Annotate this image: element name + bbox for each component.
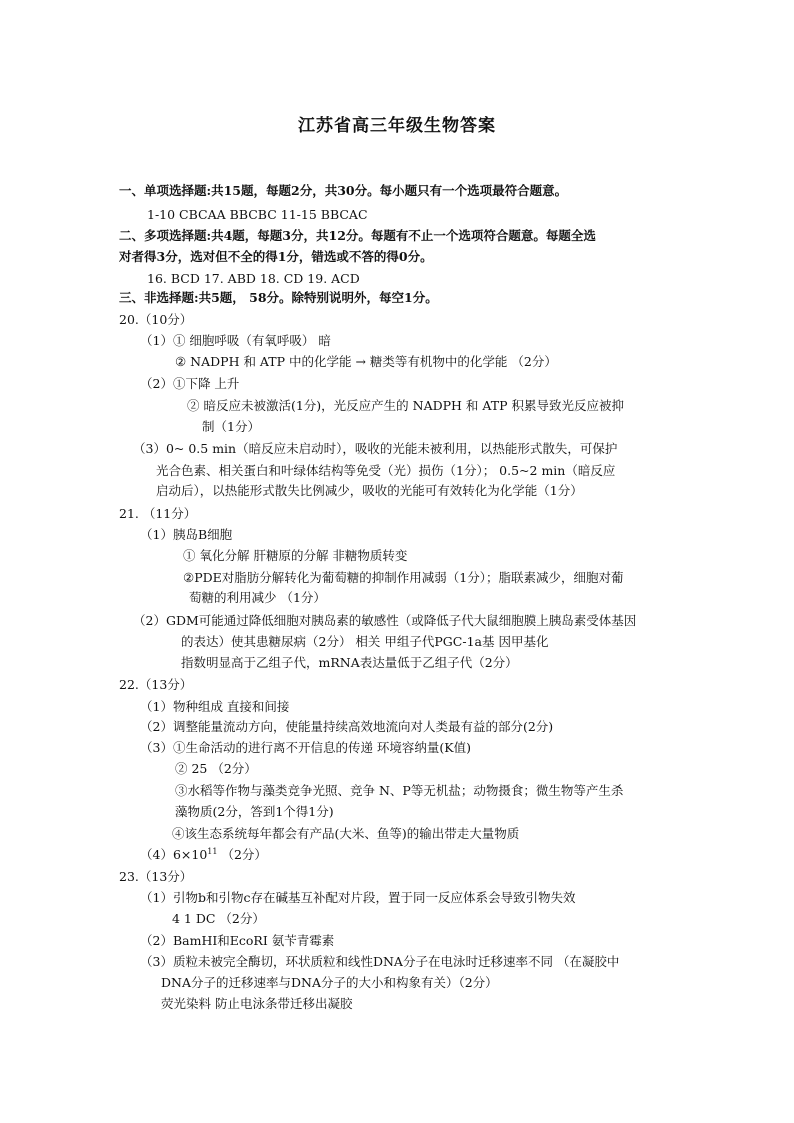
q22-exponent-tail: （2分） xyxy=(217,847,267,862)
q20-line: （1）① 细胞呼吸（有氧呼吸） 暗 xyxy=(140,333,331,348)
section-2-header-line-1: 二、多项选择题:共4题，每题3分，共12分。每题有不止一个选项符合题意。每题全选 xyxy=(119,228,596,243)
section-1-answers: 1-10 CBCAA BBCBC 11-15 BBCAC xyxy=(147,207,368,222)
q22-line: ③水稻等作物与藻类竞争光照、竞争 N、P等无机盐；动物摄食；微生物等产生杀 xyxy=(175,783,624,798)
q21-line: ②PDE对脂肪分解转化为葡萄糖的抑制作用减弱（1分）；脂联素减少，细胞对葡 xyxy=(183,570,624,585)
q20-line: ② 暗反应未被激活(1分)，光反应产生的 NADPH 和 ATP 积累导致光反应被抑 xyxy=(187,398,624,413)
q23-heading: 23.（13分） xyxy=(119,869,193,884)
q23-line: （3）质粒未被完全酶切，环状质粒和线性DNA分子在电泳时迁移速率不同 （在凝胶中 xyxy=(140,954,620,969)
q23-line: （2）BamHⅠ和EcoRⅠ 氨苄青霉素 xyxy=(140,933,335,948)
q22-line: ④该生态系统每年都会有产品(大米、鱼等)的输出带走大量物质 xyxy=(172,826,520,841)
q21-heading: 21. （11分） xyxy=(119,506,197,521)
q20-line: ② NADPH 和 ATP 中的化学能 → 糖类等有机物中的化学能 （2分） xyxy=(175,354,557,369)
q20-line: 启动后），以热能形式散失比例减少，吸收的光能可有效转化为化学能（1分） xyxy=(156,483,583,498)
q23-line: 4 1 DC （2分） xyxy=(172,911,265,926)
q21-line: 的表达）使其患糖尿病（2分） 相关 甲组子代PGC-1a基 因甲基化 xyxy=(181,634,549,649)
q22-line: ② 25 （2分） xyxy=(175,761,257,776)
q22-line: 藻物质(2分，答到1个得1分) xyxy=(175,804,334,819)
section-3-header: 三、非选择题:共5题， 58分。除特别说明外，每空1分。 xyxy=(119,290,438,305)
q20-line: 光合色素、相关蛋白和叶绿体结构等免受（光）损伤（1分）； 0.5~2 min（暗反应 xyxy=(156,463,616,478)
q20-line: 制（1分） xyxy=(202,419,260,434)
q23-line: 荧光染料 防止电泳条带迁移出凝胶 xyxy=(161,996,353,1011)
q22-exponent-base: （4）6×10 xyxy=(140,847,208,862)
q21-line: （1）胰岛B细胞 xyxy=(140,527,233,542)
section-2-header-line-2: 对者得3分，选对但不全的得1分，错选或不答的得0分。 xyxy=(119,249,433,264)
q22-line xyxy=(140,845,267,865)
q20-line: （3）0~ 0.5 min（暗反应未启动时），吸收的光能未被利用，以热能形式散失，可保护 xyxy=(133,441,618,456)
q22-line: （3）①生命活动的进行离不开信息的传递 环境容纳量(K值) xyxy=(140,740,472,755)
q23-line: （1）引物b和引物c存在碱基互补配对片段，置于同一反应体系会导致引物失效 xyxy=(140,890,576,905)
section-2-answers: 16. BCD 17. ABD 18. CD 19. ACD xyxy=(147,271,360,286)
q22-line: （2）调整能量流动方向，使能量持续高效地流向对人类最有益的部分(2分) xyxy=(140,719,554,734)
q21-line: 萄糖的利用减少 （1分） xyxy=(189,590,326,605)
page-title: 江苏省高三年级生物答案 xyxy=(298,116,496,136)
q23-line: DNA分子的迁移速率与DNA分子的大小和构象有关）（2分） xyxy=(161,975,498,990)
q21-line: （2）GDM可能通过降低细胞对胰岛素的敏感性（或降低子代大鼠细胞膜上胰岛素受体基因 xyxy=(133,613,637,628)
q21-line: 指数明显高于乙组子代，mRNA表达量低于乙组子代（2分） xyxy=(181,655,518,670)
q22-heading: 22.（13分） xyxy=(119,677,193,692)
q22-exponent: 11 xyxy=(207,846,218,856)
section-1-header: 一、单项选择题:共15题，每题2分，共30分。每小题只有一个选项最符合题意。 xyxy=(119,183,568,198)
q20-line: （2）①下降 上升 xyxy=(140,376,240,391)
q21-line: ① 氧化分解 肝糖原的分解 非糖物质转变 xyxy=(183,548,408,563)
q20-heading: 20.（10分） xyxy=(119,312,193,327)
q22-line: （1）物种组成 直接和间接 xyxy=(140,699,290,714)
